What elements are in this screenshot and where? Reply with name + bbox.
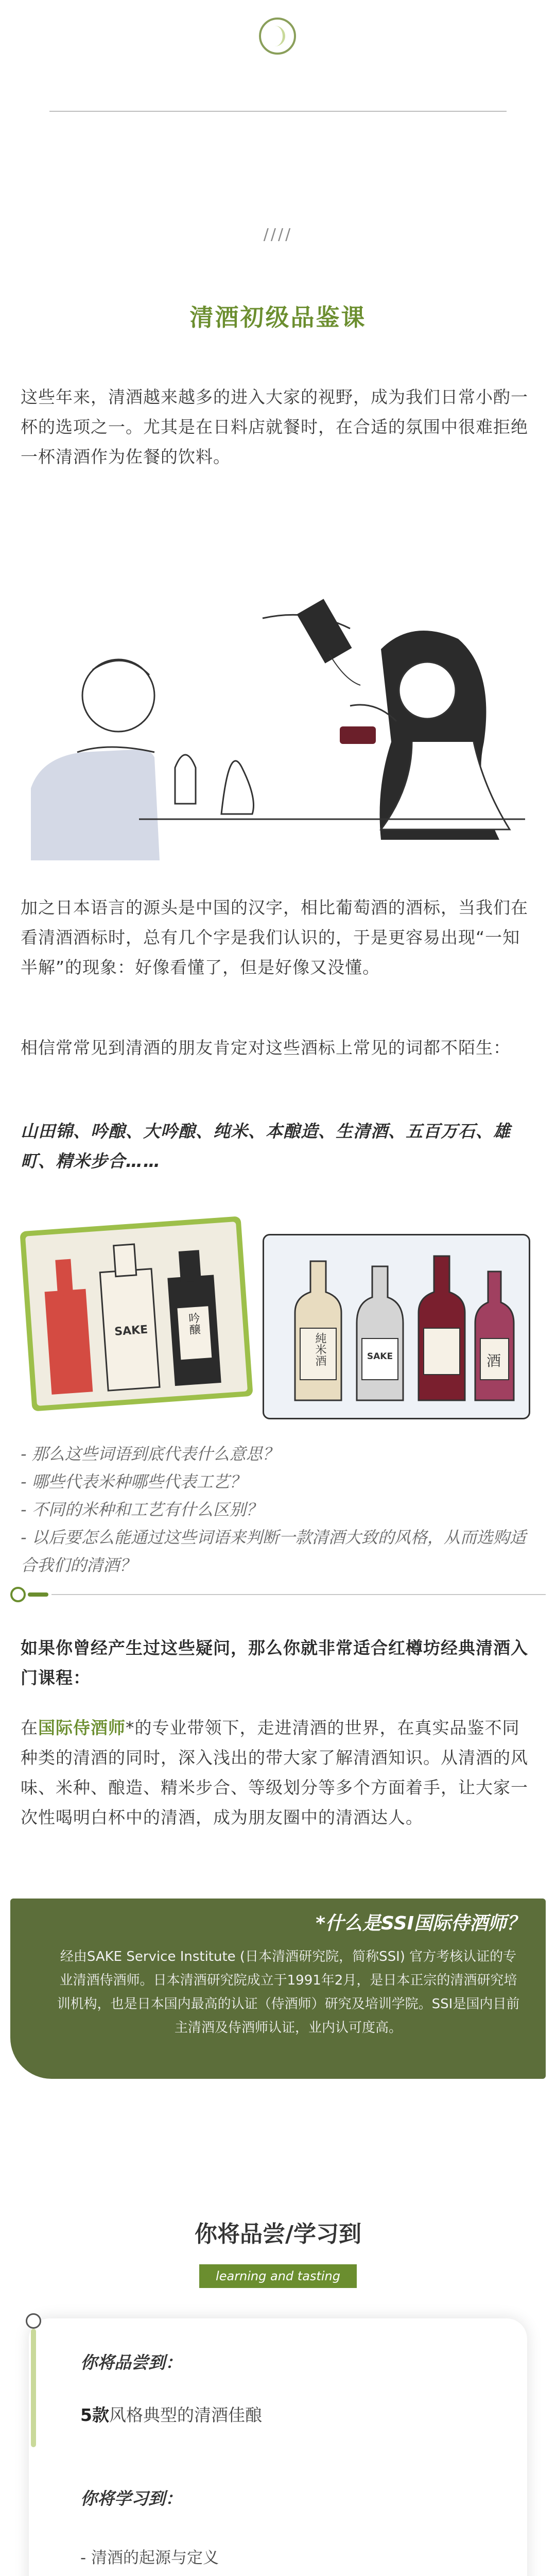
taste-detail	[80, 2402, 262, 2426]
course-intro-2	[21, 1713, 535, 1833]
course-intro-1: 如果你曾经产生过这些疑问，那么你就非常适合红樽坊经典清酒入门课程：	[21, 1638, 528, 1688]
question-item: - 那么这些词语到底代表什么意思？	[21, 1444, 279, 1464]
learn-items-list	[80, 2545, 492, 2576]
ssi-title: *什么是SSI国际侍酒师？	[316, 1913, 525, 1934]
learn-card	[29, 2318, 527, 2576]
taste-count: 5款	[80, 2405, 109, 2425]
bottle-label-2: 吟醸	[186, 1312, 201, 1336]
question-item: - 不同的米种和工艺有什么区别？	[21, 1500, 263, 1519]
top-circle-ornament	[259, 18, 296, 55]
ssi-body: 经由SAKE Service Institute (日本清酒研究院，简称SSI) 官方考核认证的专业清酒侍酒师。日本清酒研究院成立于1991年2月，是日本正宗的清酒研究培训机构，也是日本国内最高的认证（侍酒师）研究及培训学院。SSI是国内目前主清酒及侍酒师认证，业内认可度高。	[57, 1949, 520, 2036]
ssi-info-box	[10, 1899, 546, 2079]
top-divider-line	[49, 111, 507, 112]
learn-card-ornament-line	[31, 2329, 36, 2447]
question-item: - 哪些代表米种哪些代表工艺？	[21, 1472, 246, 1492]
question-item: - 以后要怎么能通过这些词语来判断一款清酒大致的风格，从而选购适合我们的清酒？	[21, 1528, 526, 1575]
bottle-label-5: 酒	[486, 1352, 501, 1369]
learn-subtitle-pill	[199, 2264, 357, 2288]
section-divider	[10, 1587, 546, 1602]
taste-label: 你将品尝到：	[80, 2352, 182, 2372]
header-slashes: ////	[263, 226, 293, 244]
learn-label: 你将学习到：	[80, 2488, 182, 2509]
bottle-label-4: SAKE	[367, 1351, 393, 1362]
intro-paragraph-1: 这些年来，清酒越来越多的进入大家的视野，成为我们日常小酌一杯的选项之一。尤其是在日料店就餐时，在合适的氛围中很难拒绝一杯清酒作为佐餐的饮料。	[21, 387, 528, 467]
taste-text: 风格典型的清酒佳酿	[109, 2405, 262, 2425]
course-intro-2-highlight: 国际侍酒师	[38, 1718, 126, 1738]
course-intro-2-a: 在	[21, 1718, 38, 1738]
learn-subtitle: learning and tasting	[216, 2269, 340, 2283]
intro-paragraph-3: 相信常常见到清酒的朋友肯定对这些酒标上常见的词都不陌生：	[21, 1038, 511, 1058]
illustration-bottles-card-right	[263, 1234, 530, 1419]
learn-card-ornament	[26, 2313, 41, 2329]
course-intro-2-c: *的专业带领下，走进清酒的世界，在真实品鉴不同种类的清酒的同时，深入浅出的带大家了解清酒知识。从清酒的风味、米种、酿造、精米步合、等级划分等多个方面着手，让大家一次性喝明白杯中的清酒，成为朋友圈中的清酒达人。	[21, 1718, 528, 1827]
intro-paragraph-2: 加之日本语言的源头是中国的汉字，相比葡萄酒的酒标，当我们在看清酒酒标时，总有几个字是我们认识的，于是更容易出现“一知半解”的现象：好像看懂了，但是好像又没懂。	[21, 897, 528, 977]
learn-section-title: 你将品尝/学习到	[194, 2221, 362, 2247]
learn-item: - 清酒的起源与定义	[80, 2549, 219, 2567]
questions-list	[21, 1440, 535, 1579]
illustration-pouring-sake	[21, 572, 535, 860]
bottle-label-1: SAKE	[114, 1323, 149, 1339]
page-title: 清酒初级品鉴课	[189, 303, 367, 331]
illustration-bottles-card-left	[20, 1216, 253, 1411]
sake-terms: 山田锦、吟酿、大吟酿、纯米、本酿造、生清酒、五百万石、雄町、精米步合……	[21, 1121, 511, 1171]
bottle-label-3: 純米酒	[314, 1332, 326, 1366]
